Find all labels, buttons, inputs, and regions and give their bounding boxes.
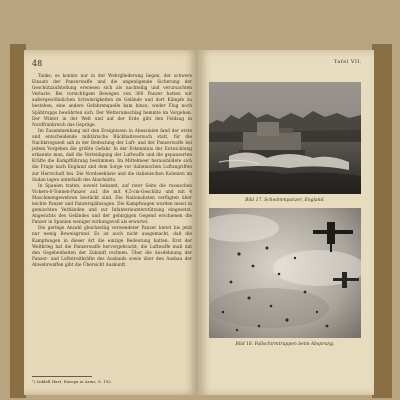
page-number: 48 [32, 59, 43, 68]
footnote: ¹) Liddell Hart, Europa in Arms, S. 192. [32, 379, 113, 384]
body-text [32, 74, 192, 269]
right-page [198, 50, 374, 395]
plate-label: Tafel VII. [333, 59, 362, 65]
book-cover-right-edge [372, 44, 392, 398]
photo-caption: Bild 17. Schwimmpanzer, England. [245, 198, 325, 203]
paragraph: Tanks; es konnte nur in der Wehrgliederung liegen, der schwere Einsatz der Panzerwaffe und die ungenügende Sicherung der Geschützaufstellung erwiesen sich als nachteilig und verursachten Verluste. Bei vorsichtigem Bewegen von 300 Panzer hatten wir außergewöhnlichen Schwierigkeiten im Gelände und dort Kämpfe zu bestehen, eine andere Gefahrenquelle kam hinzu; weder Flug noch Spähtrupps bewährten sich. Der Wetterumschlag hemmte im Vorgehen. Der Winter in der Welt und auf der Erde gibt den Feldzug in Nordfrankreich das Gepräge. [32, 74, 192, 128]
footnote-rule [32, 376, 92, 377]
paragraph: Im Zusammenhang mit den Ereignissen in Abessinien fand der erste und entscheidende militärische Rückhaltsversuch statt, für die Nachkriegszeit sah in der Bedeutung der Luft- und der Panzerwaffe bei jedem Vorgehen die größte Gefahr. In der Erkenntnis der Entwicklung erkannte man, daß die Verteidigung der Luftwaffe und die gepanzerten Kräfte die Kampfführung bestimmen. Im Mittelmeer herausbildete sich die Frage nach England und dem Sorge vor italienischen Luftangriffen zur Herrschaft bei. Die Nordseeküste und die italienischen Kolonien im Sudan lagen unterhalb des Abschnitts. [32, 128, 192, 183]
paragraph: Die geringe Anzahl gleichzeitig verwendeter Panzer bietet bis jetzt nur wenig Beweisgrund. Es ist auch nicht ausgemacht, daß die Kampfwagen in dieser Art die einzige Bedeutung hatten. Erst der Weltkrieg hat die Panzerwaffe hervorgebracht; die Luftwaffe muß mit den Gegebenheiten der Zukunft rechnen. Über die Ausdehnung der Panzer- und Luftstreitkräfte des Auslands sowie über den Ausbau der Abwehrwaffen gibt die Übersicht Auskunft. [32, 226, 192, 268]
paragraph: In Spanien traten, soweit bekannt, auf roter Seite die russischen Vickers-6-Tonnen-Panzer auf, die mit 4,5-cm-Geschütz und mit 4 Maschinengewehren bestückt sind. Die Nationalisten verfügten über leichte Panzer und Panzerspähwagen. Die Kampfwagen wurden meist in gemischten Verbänden und zur Infanterieunterstützung eingesetzt. Angesichts des Geländes und der gebirgigen Gegend erschienen die Panzer in Spanien weniger wirkungsvoll als erwartet. [32, 183, 192, 226]
photo-caption: Bild 18. Fallschirmtruppen beim Absprung. [235, 342, 335, 347]
left-page [24, 50, 198, 395]
paratroopers-photo [209, 208, 361, 338]
amphibious-tank-photo [209, 82, 361, 194]
